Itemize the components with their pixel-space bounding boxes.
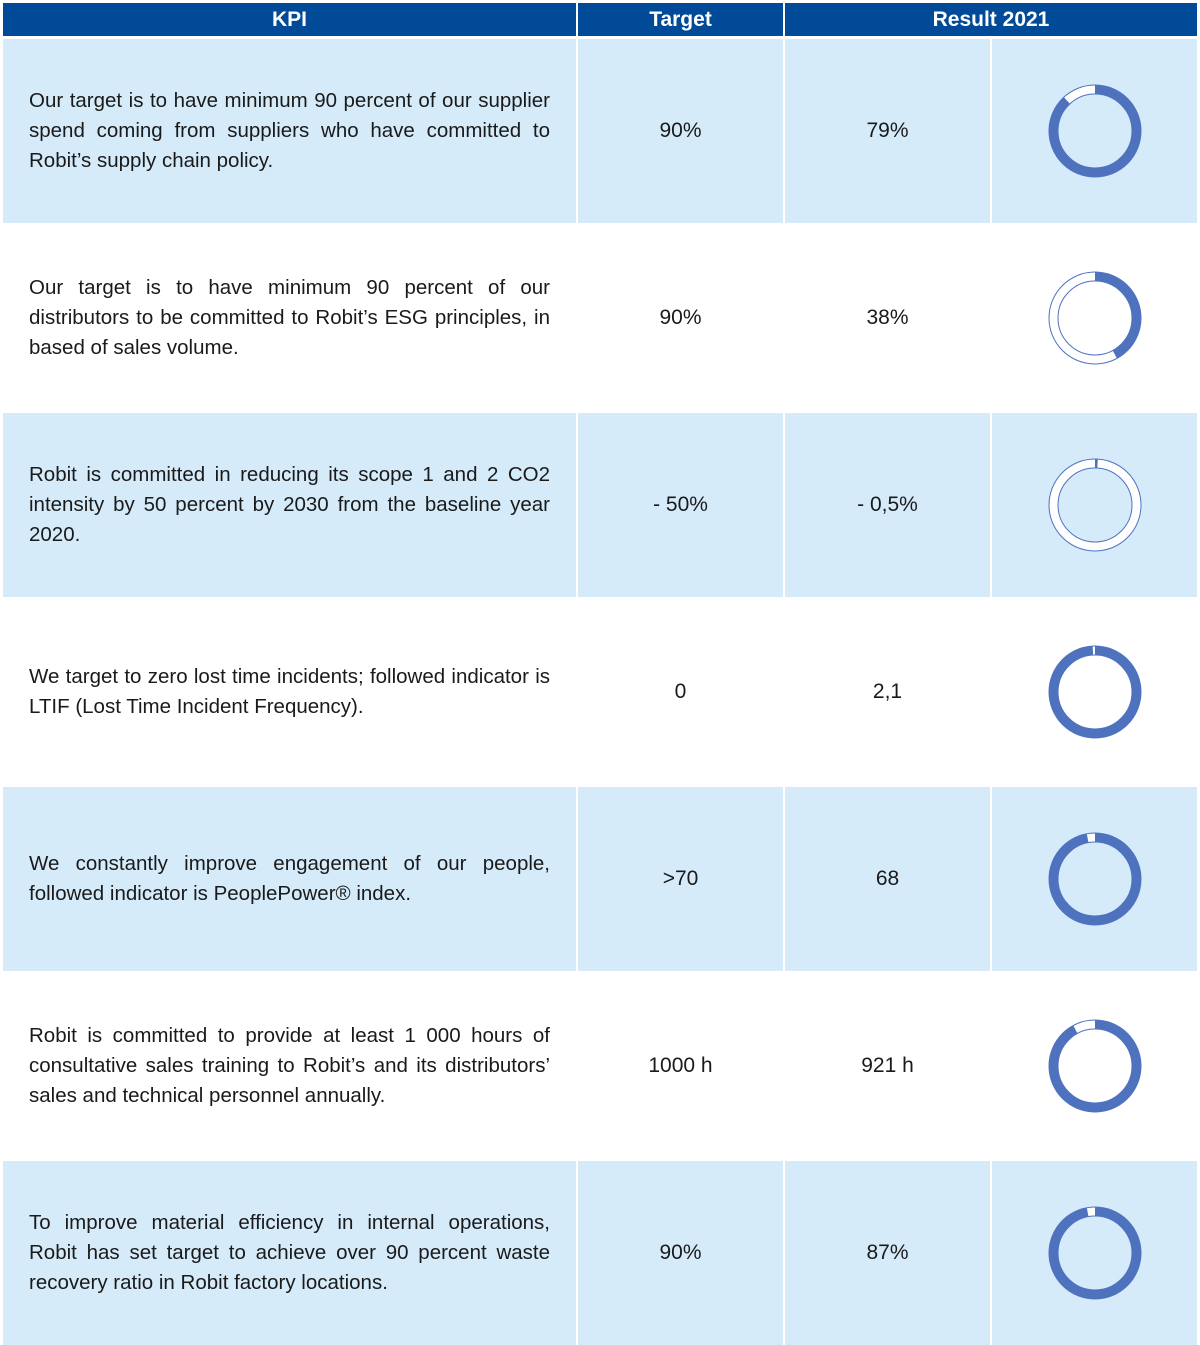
progress-donut [1047, 270, 1143, 366]
donut-progress-arc [1053, 651, 1136, 734]
target-value: >70 [578, 787, 783, 971]
header-target: Target [578, 3, 783, 36]
donut-inner-outline [1058, 1029, 1132, 1103]
donut-track [1053, 464, 1136, 547]
donut-progress-arc [1053, 1212, 1136, 1295]
donut-progress-arc [1053, 838, 1136, 921]
progress-donut [1047, 83, 1143, 179]
progress-donut [1047, 644, 1143, 740]
progress-donut-cell [992, 1161, 1197, 1345]
result-value: 68 [785, 787, 990, 971]
kpi-description: Our target is to have minimum 90 percent of our distributors to be committed to Robit’s ESG principles, in based of sales volume. [29, 276, 550, 359]
progress-donut-cell [992, 974, 1197, 1158]
donut-progress-arc [1053, 1025, 1136, 1108]
progress-donut-cell [992, 226, 1197, 410]
kpi-table [3, 3, 1197, 1345]
result-value: 921 h [785, 974, 990, 1158]
progress-donut-cell [992, 600, 1197, 784]
kpi-cell [3, 1161, 576, 1345]
header-result: Result 2021 [785, 3, 1197, 36]
donut-inner-outline [1058, 281, 1132, 355]
result-value: 2,1 [785, 600, 990, 784]
kpi-description: We constantly improve engagement of our people, followed indicator is PeoplePower® index. [29, 852, 550, 905]
kpi-description: We target to zero lost time incidents; followed indicator is LTIF (Lost Time Incident Frequency). [29, 665, 550, 718]
kpi-cell [3, 413, 576, 597]
header-kpi: KPI [3, 3, 576, 36]
progress-donut [1047, 831, 1143, 927]
progress-donut [1047, 1018, 1143, 1114]
result-value: - 0,5% [785, 413, 990, 597]
kpi-cell [3, 974, 576, 1158]
result-value: 79% [785, 39, 990, 223]
donut-inner-outline [1058, 468, 1132, 542]
donut-progress-arc [1053, 90, 1136, 173]
result-value: 87% [785, 1161, 990, 1345]
progress-donut [1047, 457, 1143, 553]
progress-donut [1047, 1205, 1143, 1301]
progress-donut-cell [992, 413, 1197, 597]
progress-donut-cell [992, 787, 1197, 971]
donut-inner-outline [1058, 1216, 1132, 1290]
target-value: 90% [578, 1161, 783, 1345]
target-value: 90% [578, 226, 783, 410]
kpi-description: Robit is committed in reducing its scope 1 and 2 CO2 intensity by 50 percent by 2030 from the baseline year 2020. [29, 463, 550, 546]
kpi-cell [3, 39, 576, 223]
target-value: 90% [578, 39, 783, 223]
kpi-cell [3, 787, 576, 971]
kpi-description: Our target is to have minimum 90 percent of our supplier spend coming from suppliers who have committed to Robit’s supply chain policy. [29, 89, 550, 172]
result-value: 38% [785, 226, 990, 410]
kpi-description: To improve material efficiency in internal operations, Robit has set target to achieve over 90 percent waste recovery ratio in Robit factory locations. [29, 1211, 550, 1294]
donut-inner-outline [1058, 842, 1132, 916]
kpi-description: Robit is committed to provide at least 1 000 hours of consultative sales training to Robit’s and its distributors’ sales and technical personnel annually. [29, 1024, 550, 1107]
target-value: 1000 h [578, 974, 783, 1158]
donut-inner-outline [1058, 655, 1132, 729]
kpi-cell [3, 226, 576, 410]
target-value: 0 [578, 600, 783, 784]
kpi-cell [3, 600, 576, 784]
progress-donut-cell [992, 39, 1197, 223]
donut-outline [1049, 459, 1141, 551]
donut-inner-outline [1058, 94, 1132, 168]
target-value: - 50% [578, 413, 783, 597]
